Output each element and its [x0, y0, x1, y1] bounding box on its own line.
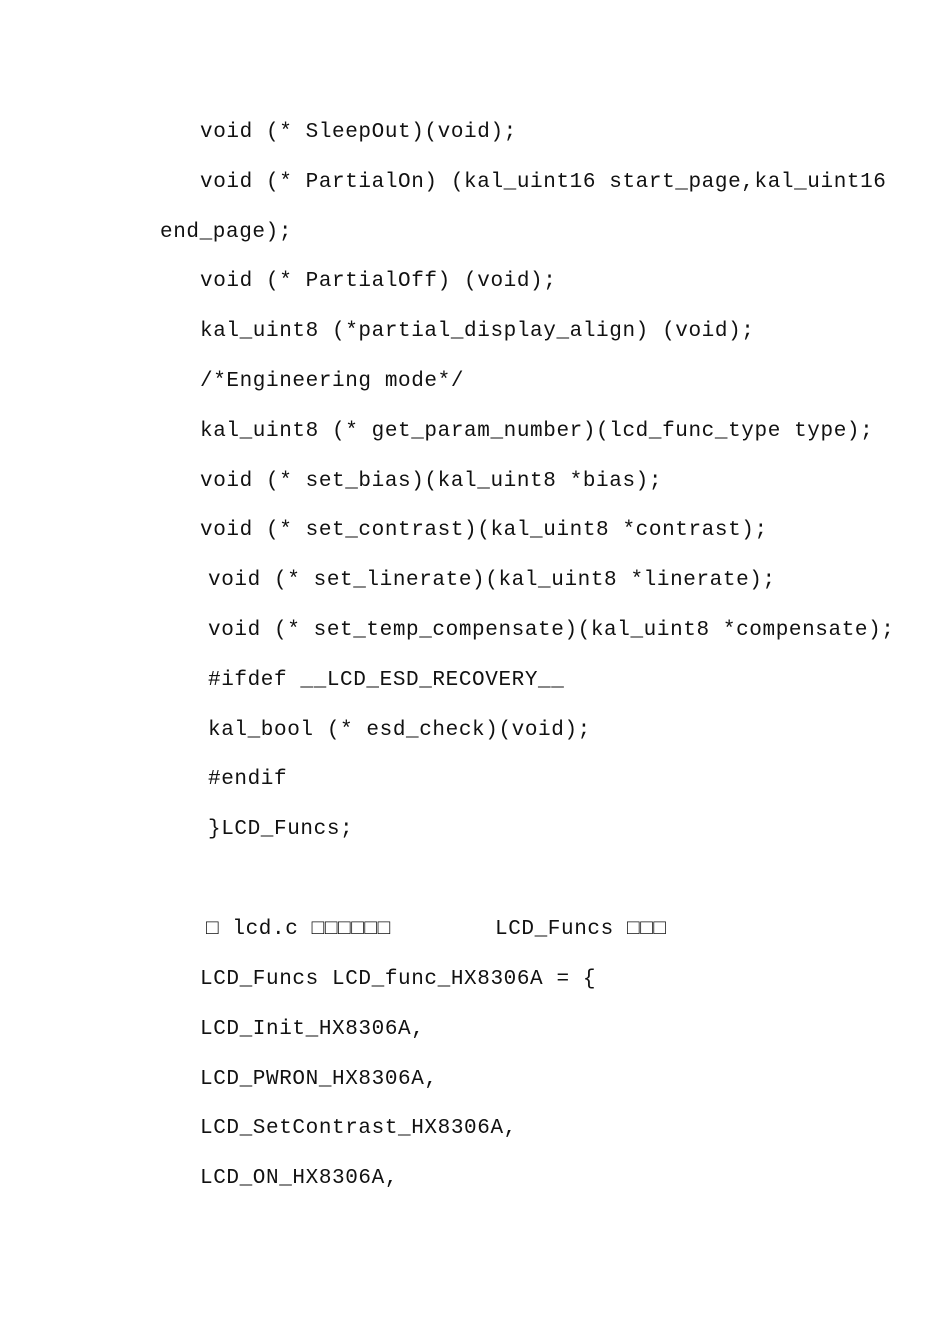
code-comment-engineering: /*Engineering mode*/: [200, 370, 465, 393]
code-line-partialoff: void (* PartialOff) (void);: [200, 270, 557, 293]
code-line-partial-align: kal_uint8 (*partial_display_align) (void);: [200, 320, 755, 343]
code-line-endif: #endif: [208, 768, 288, 791]
code-line-ifdef: #ifdef __LCD_ESD_RECOVERY__: [208, 669, 565, 692]
code-line-sleepout: void (* SleepOut)(void);: [200, 121, 517, 144]
note-text-start: □ lcd.c □□□□□□: [206, 918, 391, 941]
code-line-struct-end: }LCD_Funcs;: [208, 818, 354, 841]
code-line-set-contrast: void (* set_contrast)(kal_uint8 *contrast);: [200, 519, 768, 542]
code-line-esd-check: kal_bool (* esd_check)(void);: [208, 719, 591, 742]
code-line-get-param: kal_uint8 (* get_param_number)(lcd_func_type type);: [200, 420, 874, 443]
code-line-set-temp: void (* set_temp_compensate)(kal_uint8 *compensate);: [208, 619, 895, 642]
code-line-setcontrast: LCD_SetContrast_HX8306A,: [200, 1117, 517, 1140]
code-line-pwron: LCD_PWRON_HX8306A,: [200, 1068, 438, 1091]
code-line-on: LCD_ON_HX8306A,: [200, 1167, 399, 1190]
code-line-set-linerate: void (* set_linerate)(kal_uint8 *linerate);: [208, 569, 776, 592]
code-line-set-bias: void (* set_bias)(kal_uint8 *bias);: [200, 470, 663, 493]
code-line-init: LCD_Init_HX8306A,: [200, 1018, 425, 1041]
note-text-end: LCD_Funcs □□□: [495, 918, 667, 941]
code-line-partialon: void (* PartialOn) (kal_uint16 start_page,kal_uint16: [200, 171, 887, 194]
code-line-struct-decl: LCD_Funcs LCD_func_HX8306A = {: [200, 968, 597, 991]
code-line-partialon-cont: end_page);: [160, 221, 293, 244]
